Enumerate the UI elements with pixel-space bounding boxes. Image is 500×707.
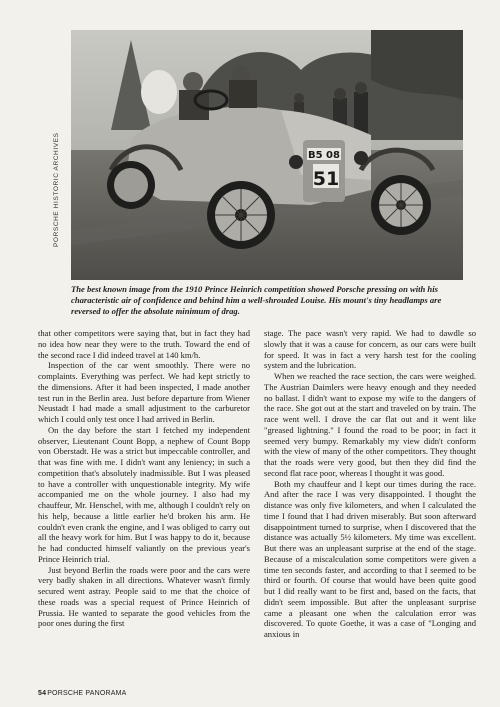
race-car-illustration	[71, 30, 463, 280]
paragraph: Both my chauffeur and I kept our times during the race. And after the race I was very disappointed. I thought the distance was only five kilometers, and when I calculated the time I found that I had driven miserably. But soon afterward disappointment turned to surprise, when I discovered that the distance was actually 5½ kilometers. My time was excellent. But there was an unpleasant surprise at the end of the stage. Because of a miscalculation some competitors were given a time ten seconds faster, and according to that I seemed to be third or fourth. Of course that would have been quite good but I did really want to be first and, based on the facts, that didn't seem impossible. But after the unpleasant surprise came a pleasant one when the calculation error was discovered. To quote Goethe, it was a case of "Longing and anxious in	[264, 478, 476, 639]
plate-text-top: B5 08	[308, 150, 340, 161]
paragraph: stage. The pace wasn't very rapid. We had to dawdle so slowly that it was a cause for concern, as our cars were built for speed. It was in fact a very harsh test for the cooling system and the lubrication.	[264, 328, 476, 371]
paragraph: When we reached the race section, the cars were weighed. The Austrian Daimlers were heavy enough and they needed no ballast. I didn't want to expose my wife to the dangers of the race. She got out at the start and traveled on by train. The race went well. I drove the car flat out and it went like "greased lightning." I found the road to be poor; in fact it seemed very bumpy. Remarkably my view didn't conform with the view of many of the other competitors. They thought that the roads were very good, but then they did find the second flat race poor, whereas I thought it was good.	[264, 371, 476, 478]
page-number: 54	[38, 690, 47, 697]
historic-race-photo	[71, 30, 463, 280]
paragraph: Inspection of the car went smoothly. There were no complaints. Everything was perfect. We had kept strictly to the dimensions. After it had been inspected, I made another test run in the Berlin area. Just before departure from Wiener Neustadt I had made a small adjustment to the carburetor which I could only test once I had arrived in Berlin.	[38, 360, 250, 424]
plate-text-number: 51	[312, 168, 340, 190]
paragraph: On the day before the start I fetched my independent observer, Lieutenant Count Bopp, a nephew of Count Bopp von Oberstadt. He was a strict but impeccable controller, and that was fine with me. I didn't want any leniency; in such a competition that's absolutely inadmissible. But I was pleased to have a controller with unquestionable integrity. My wife accompanied me on the whole journey. I also had my chauffeur, Mr. Henschel, with me, although I couldn't rely on his help, because a little earlier he'd broken his arm. He couldn't even crank the engine, and I was obliged to carry out all the heavy work for him. But I was happy to do it, because he had conducted himself valiantly on the previous year's Prince Heinrich trial.	[38, 424, 250, 564]
paragraph: that other competitors were saying that, but in fact they had no idea how near they were to the truth. Toward the end of the second race I did indeed travel at 140 km/h.	[38, 328, 250, 360]
photo-credit: PORSCHE HISTORIC ARCHIVES	[53, 132, 60, 248]
page-footer	[38, 690, 127, 697]
publication-name: PORSCHE PANORAMA	[47, 690, 127, 697]
paragraph: Just beyond Berlin the roads were poor and the cars were very badly shaken in all directions. Whatever wasn't firmly secured went astray. People said to me that the choice of these roads was a special request of Prince Heinrich of Prussia. He wanted to separate the good vehicles from the poor ones during the first	[38, 564, 250, 629]
left-text-column	[38, 328, 250, 629]
right-text-column	[264, 328, 476, 640]
photo-caption: The best known image from the 1910 Prince Heinrich competition showed Porsche pressing on with his characteristic air of confidence and behind him a well-shrouded Louise. His mount's tiny headlamps are reversed to offer the absolute minimum of drag.	[71, 284, 442, 316]
